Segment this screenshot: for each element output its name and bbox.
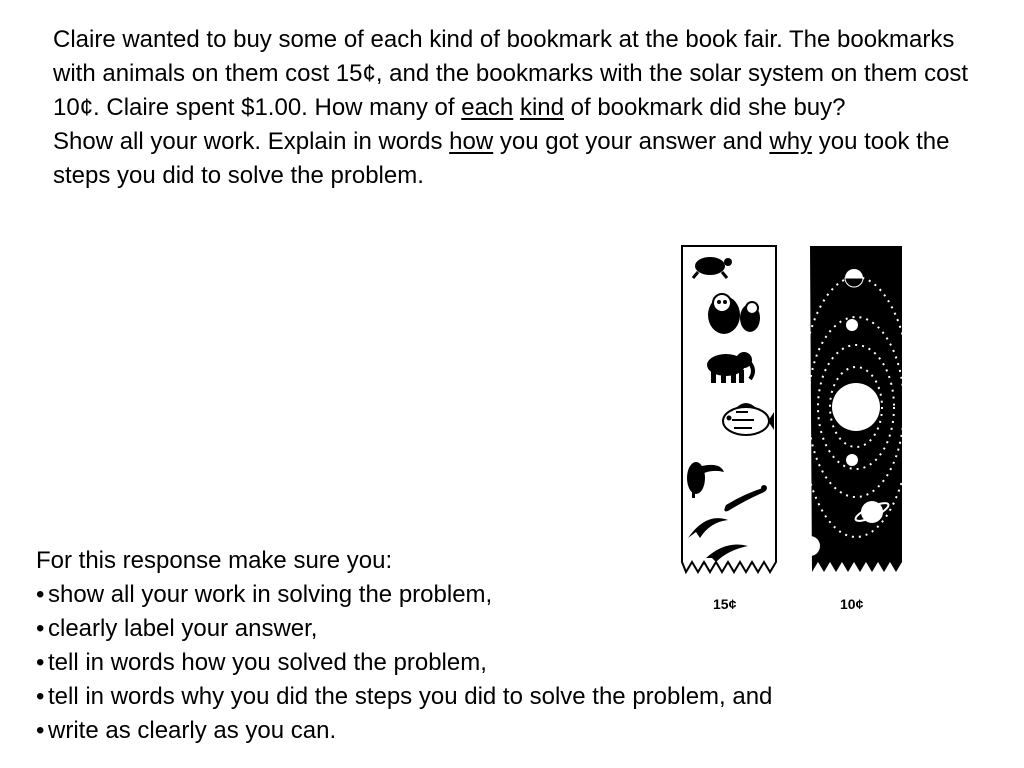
problem-text-part: [513, 94, 520, 121]
checklist-item-text: clearly label your answer,: [48, 615, 318, 642]
checklist-item: [36, 646, 936, 680]
instructions-text-part: Show all your work. Explain in words: [53, 128, 450, 155]
checklist-item-text: tell in words why you did the steps you did to solve the problem, and: [48, 683, 773, 710]
bullet-icon: •: [36, 581, 45, 608]
checklist-list: [36, 578, 936, 748]
bullet-icon: •: [36, 717, 45, 744]
checklist-item-text: tell in words how you solved the problem,: [48, 649, 487, 676]
bullet-icon: •: [36, 683, 45, 710]
checklist-item-text: show all your work in solving the problem,: [48, 581, 493, 608]
checklist-item-text: write as clearly as you can.: [48, 717, 337, 744]
problem-text: [53, 23, 993, 193]
underlined-each: each: [461, 94, 514, 121]
small-planet-icon: [846, 319, 858, 331]
animal-bookmark: [682, 246, 776, 572]
problem-text-part: of bookmark did she buy?: [563, 94, 846, 121]
problem-paragraph: [53, 23, 993, 125]
solar-bookmark: [800, 246, 912, 572]
checklist-item: [36, 612, 936, 646]
animal-price-label: 15¢: [713, 596, 737, 612]
checklist-item: [36, 680, 936, 714]
bullet-icon: •: [36, 615, 45, 642]
underlined-how: how: [449, 128, 494, 155]
checklist-item: [36, 714, 936, 748]
sun-icon: [832, 383, 880, 431]
instructions-text-part: you took the steps you did to solve the problem.: [53, 128, 950, 189]
checklist-item: [36, 578, 936, 612]
solar-price-label: 10¢: [840, 596, 864, 612]
instructions-paragraph: [53, 125, 993, 193]
problem-text-part: Claire wanted to buy some of each kind of bookmark at the book fair. The bookmarks with animals on them cost 15¢, and the bookmarks with the solar system on them cost 10¢. Claire spent $1.00. How many of: [53, 26, 969, 121]
underlined-why: why: [769, 128, 813, 155]
response-checklist: [36, 544, 936, 748]
underlined-kind: kind: [519, 94, 564, 121]
bullet-icon: •: [36, 649, 45, 676]
moon-icon: [845, 269, 863, 287]
instructions-text-part: you got your answer and: [493, 128, 770, 155]
checklist-intro: For this response make sure you:: [36, 547, 393, 574]
planet-icon: [846, 454, 858, 466]
